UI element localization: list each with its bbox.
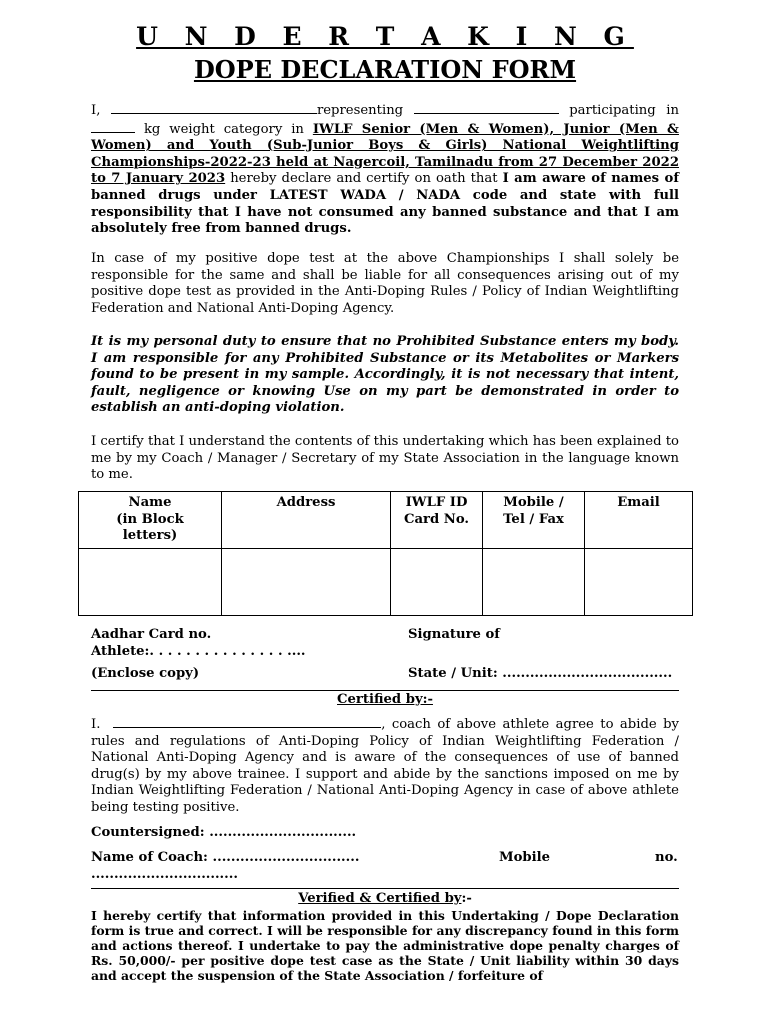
header-text: Address <box>276 495 336 510</box>
coach-i-label: I. <box>91 717 101 732</box>
mobile-cell[interactable] <box>483 548 585 615</box>
enclose-copy: (Enclose copy) <box>91 666 200 681</box>
coach-name-blank[interactable] <box>113 715 381 728</box>
table-entry-row <box>79 548 693 615</box>
state-blank[interactable] <box>414 101 559 114</box>
weight-blank[interactable] <box>91 120 135 133</box>
address-cell[interactable] <box>222 548 391 615</box>
coach-paragraph <box>91 715 679 817</box>
undertaking-title: U N D E R T A K I N G <box>136 22 634 51</box>
header-text: (in Block <box>116 511 184 527</box>
header-text: Name <box>128 495 172 510</box>
header-address <box>222 492 391 549</box>
certified-heading-text: Certified by:- <box>337 692 433 707</box>
mobile-label: Mobile <box>499 850 551 865</box>
header-email <box>585 492 693 549</box>
header-text: Tel / Fax <box>503 511 564 527</box>
coach-text: , coach of above athlete agree to abide by rules and regulations of Anti-Doping Policy of Indian Weightlifting Federation / National Anti-Doping Agency and is aware of the consequences of use of banned drug(s) by my above trainee. I support and abide by the sanctions imposed on me by Indian Weightlifting Federation / National Anti-Doping Agency in case of above athlete being testing positive. <box>91 717 679 815</box>
athlete-dots: Athlete:. . . . . . . . . . . . . . . .... <box>91 644 306 659</box>
personal-duty-paragraph: It is my personal duty to ensure that no Prohibited Substance enters my body. I am responsible for any Prohibited Substance or its Metabolites or Markers found to be present in my sample. Accordingly, it is not necessary that intent, fault, negligence or knowing Use on my part be demonstrated in order to establish an anti-doping violation. <box>91 334 679 416</box>
liability-paragraph: In case of my positive dope test at the above Championships I shall solely be responsible for the same and shall be liable for all consequences arising out of my positive dope test as provided in the Anti-Doping Rules / Policy of Indian Weightlifting Federation and National Anti-Doping Agency. <box>91 251 679 316</box>
state-unit-label: State / Unit: ..................................... <box>408 666 673 681</box>
form-title: DOPE DECLARATION FORM <box>193 55 577 84</box>
athlete-details-table <box>78 491 693 616</box>
signature-label: Signature of <box>408 627 500 642</box>
header-name <box>79 492 222 549</box>
verified-heading-text: Verified & Certified by <box>298 891 462 906</box>
header-text: letters) <box>122 528 178 544</box>
declaration-paragraph <box>91 101 679 238</box>
certify-paragraph: I certify that I understand the contents of this undertaking which has been explained to me by my Coach / Manager / Secretary of my State Association in the language known to me. <box>91 434 679 483</box>
header-text: IWLF ID <box>405 495 468 510</box>
iwlf-id-cell[interactable] <box>391 548 483 615</box>
mobile-no-label: no. <box>655 850 678 865</box>
verified-heading <box>0 891 770 906</box>
header-mobile <box>483 492 585 549</box>
certified-heading <box>0 692 770 707</box>
coach-name-label: Name of Coach: ................................ <box>91 850 360 865</box>
verified-heading-suffix: :- <box>461 891 472 906</box>
header-text: Mobile / <box>503 495 564 510</box>
divider <box>91 888 679 889</box>
divider <box>91 690 679 691</box>
event-name: IWLF Senior (Men & Women), Junior (Men & Women) and Youth (Sub-Junior Boys & Girls) National Weightlifting Championships-2022-23 held at Nagercoil, Tamilnadu from 27 December 2022 to 7 January 2023 <box>91 121 679 187</box>
i-label: I, <box>91 103 101 118</box>
banned-drugs-statement: I am aware of names of banned drugs under LATEST WADA / NADA code and state with full responsibility that I have not consumed any banned substance and that I am absolutely free from banned drugs. <box>91 171 679 237</box>
kg-weight-label: kg weight category in <box>143 121 304 137</box>
header-text: Card No. <box>403 511 469 527</box>
table-header-row <box>79 492 693 549</box>
countersigned-label: Countersigned: ................................ <box>91 825 357 840</box>
verified-paragraph: I hereby certify that information provided in this Undertaking / Dope Declaration form is true and correct. I will be responsible for any discrepancy found in this form and actions thereof. I undertake to pay the administrative dope penalty charges of Rs. 50,000/- per positive dope test case as the State / Unit liability within 30 days and accept the suspension of the State Association / forfeiture of <box>91 908 679 983</box>
mobile-dots: ................................ <box>91 867 238 882</box>
header-text: Email <box>617 495 660 510</box>
aadhar-label: Aadhar Card no. <box>91 627 212 642</box>
header-iwlf-id <box>391 492 483 549</box>
participating-label: participating in <box>569 103 679 118</box>
name-cell[interactable] <box>79 548 222 615</box>
declare-text: hereby declare and certify on oath that <box>230 171 498 187</box>
representing-label: representing <box>316 103 404 118</box>
email-cell[interactable] <box>585 548 693 615</box>
athlete-name-blank[interactable] <box>111 101 317 114</box>
